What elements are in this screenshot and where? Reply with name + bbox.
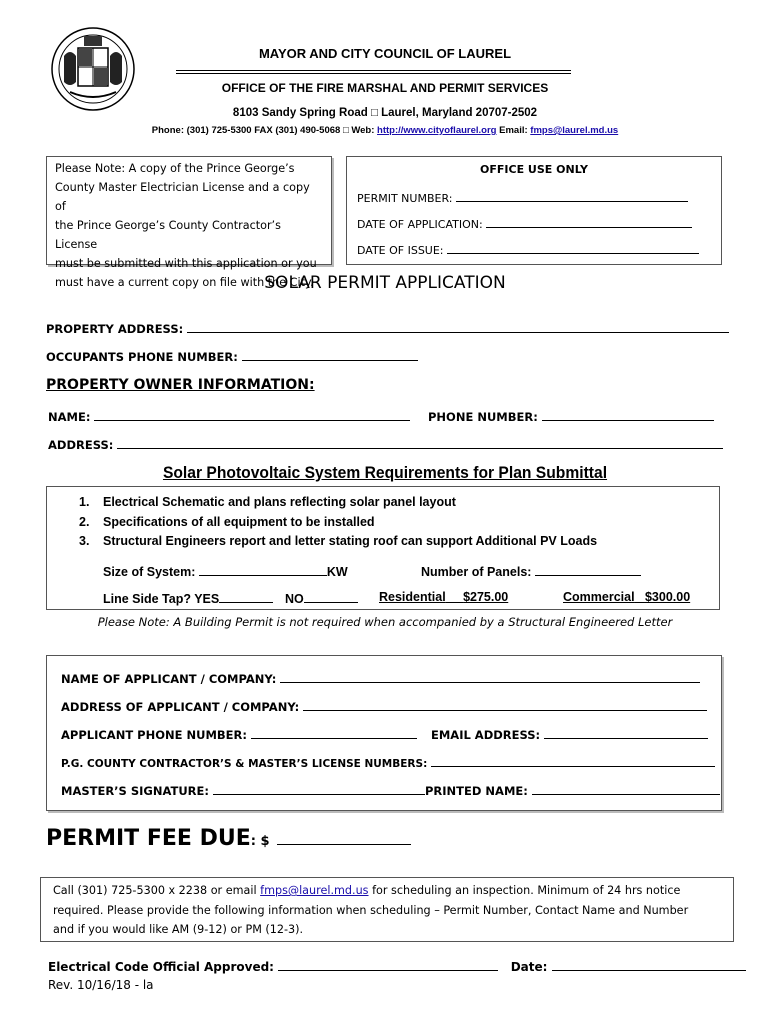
date-field[interactable]: [552, 958, 746, 971]
applicant-address-label: ADDRESS OF APPLICANT / COMPANY:: [61, 700, 300, 714]
owner-address-label: ADDRESS:: [48, 438, 114, 452]
date-issue-label: DATE OF ISSUE:: [357, 244, 444, 257]
system-size-row: [103, 563, 348, 579]
form-title: SOLAR PERMIT APPLICATION: [264, 273, 506, 293]
owner-address-row: [48, 436, 723, 452]
owner-name-row: [48, 408, 410, 424]
list-item-text: Structural Engineers report and letter stating roof can support Additional PV Loads: [103, 534, 598, 548]
panels-label: Number of Panels:: [421, 565, 532, 579]
applicant-phone-row: [61, 726, 417, 742]
permit-fee-field[interactable]: [277, 828, 411, 845]
property-address-label: PROPERTY ADDRESS:: [46, 322, 184, 336]
permit-number-row: [357, 189, 688, 205]
license-note-box: [46, 156, 332, 289]
city-council-title: MAYOR AND CITY COUNCIL OF LAUREL: [258, 46, 512, 61]
office-title: OFFICE OF THE FIRE MARSHAL AND PERMIT SERVICES: [221, 81, 549, 95]
approval-row: [48, 958, 746, 974]
call-line-1: [53, 881, 721, 901]
note-line: the Prince George’s County Contractor’s License: [55, 219, 281, 251]
inspection-call-box: [40, 877, 734, 942]
list-number: 1.: [79, 495, 90, 509]
residential-fee: $275.00: [463, 590, 509, 604]
system-size-field[interactable]: [199, 563, 327, 576]
applicant-name-field[interactable]: [280, 670, 700, 683]
commercial-label: Commercial: [563, 590, 635, 604]
line-side-yes-field[interactable]: [219, 590, 273, 603]
system-size-unit: KW: [326, 565, 348, 579]
revision-text: Rev. 10/16/18 - la: [48, 978, 154, 992]
panels-row: [421, 563, 641, 579]
line-side-no-label: NO: [285, 592, 304, 606]
requirements-list: [79, 493, 597, 552]
office-contact: [100, 125, 670, 136]
approved-label: Electrical Code Official Approved:: [48, 960, 274, 974]
office-use-box: [346, 156, 722, 265]
residential-label: Residential: [379, 590, 446, 604]
owner-section-heading: PROPERTY OWNER INFORMATION:: [46, 377, 315, 393]
inspection-email-link[interactable]: fmps@laurel.md.us: [260, 884, 369, 897]
list-item-text: Electrical Schematic and plans reflecting solar panel layout: [103, 495, 456, 509]
list-item: [79, 532, 597, 552]
occupants-phone-field[interactable]: [242, 348, 418, 361]
applicant-address-row: [61, 698, 707, 714]
owner-phone-row: [428, 408, 714, 424]
signature-field[interactable]: [213, 782, 425, 795]
applicant-phone-field[interactable]: [251, 726, 417, 739]
list-item: [79, 493, 597, 513]
header-rule-top: [176, 70, 571, 71]
line-side-no-field[interactable]: [304, 590, 358, 603]
applicant-name-row: [61, 670, 700, 686]
line-side-yes-label: Line Side Tap? YES: [103, 592, 220, 606]
call-line-3: and if you would like AM (9-12) or PM (12-3).: [53, 923, 304, 936]
permit-fee-row: [46, 826, 411, 851]
date-issue-field[interactable]: [447, 241, 699, 254]
contact-email-label: Email:: [496, 125, 531, 136]
requirements-title: Solar Photovoltaic System Requirements for Plan Submittal: [162, 463, 608, 482]
panels-field[interactable]: [535, 563, 641, 576]
property-address-field[interactable]: [187, 320, 729, 333]
email-link[interactable]: fmps@laurel.md.us: [530, 125, 619, 136]
line-side-no: [285, 590, 358, 606]
license-numbers-field[interactable]: [431, 754, 715, 767]
signature-row: [61, 782, 720, 798]
applicant-box: [46, 655, 722, 811]
date-application-label: DATE OF APPLICATION:: [357, 218, 483, 231]
office-use-title: OFFICE USE ONLY: [480, 163, 588, 176]
owner-name-field[interactable]: [94, 408, 410, 421]
requirements-box: [46, 486, 720, 610]
owner-phone-label: PHONE NUMBER:: [428, 410, 538, 424]
permit-fee-label: PERMIT FEE DUE: [46, 826, 251, 851]
approved-field[interactable]: [278, 958, 498, 971]
city-seal-logo: [50, 26, 136, 112]
applicant-address-field[interactable]: [303, 698, 707, 711]
commercial-fee: $300.00: [644, 590, 691, 604]
property-address-row: [46, 320, 729, 336]
web-link[interactable]: http://www.cityoflaurel.org: [377, 125, 497, 136]
note-line: must be submitted with this application or you: [55, 257, 317, 270]
applicant-email-label: EMAIL ADDRESS:: [431, 728, 541, 742]
list-item: [79, 513, 597, 533]
date-label: Date:: [510, 960, 548, 974]
license-numbers-row: [61, 754, 715, 770]
owner-address-field[interactable]: [117, 436, 723, 449]
date-issue-row: [357, 241, 699, 257]
list-number: 3.: [79, 534, 90, 548]
applicant-name-label: NAME OF APPLICANT / COMPANY:: [61, 672, 277, 686]
permit-number-field[interactable]: [456, 189, 688, 202]
call-line-2: required. Please provide the following information when scheduling – Permit Number, Contact Name and Number: [53, 903, 689, 917]
residential-fee-row: [379, 590, 508, 604]
permit-fee-suffix: : $: [250, 834, 270, 849]
applicant-phone-label: APPLICANT PHONE NUMBER:: [61, 728, 247, 742]
date-application-field[interactable]: [486, 215, 692, 228]
header-rule-bottom: [176, 73, 571, 74]
call-text-suffix: for scheduling an inspection. Minimum of 24 hrs notice: [368, 884, 681, 897]
date-application-row: [357, 215, 692, 231]
note-line: County Master Electrician License and a copy of: [55, 181, 310, 213]
owner-phone-field[interactable]: [542, 408, 714, 421]
printed-name-label: PRINTED NAME:: [424, 784, 528, 798]
list-item-text: Specifications of all equipment to be installed: [103, 514, 375, 529]
office-address: 8103 Sandy Spring Road □ Laurel, Maryland 20707-2502: [232, 107, 538, 119]
contact-phone-fax: Phone: (301) 725-5300 FAX (301) 490-5068 □ Web:: [151, 125, 378, 136]
owner-name-label: NAME:: [48, 410, 91, 424]
applicant-email-field[interactable]: [544, 726, 708, 739]
occupants-phone-row: [46, 348, 418, 364]
printed-name-field[interactable]: [532, 782, 720, 795]
line-side-row: [103, 590, 273, 606]
call-text-prefix: Call (301) 725-5300 x 2238 or email: [53, 884, 261, 897]
applicant-email-row: [431, 726, 708, 742]
system-size-label: Size of System:: [103, 565, 196, 579]
list-number: 2.: [79, 514, 90, 529]
building-permit-note: Please Note: A Building Permit is not required when accompanied by a Structural Engineered Letter: [97, 615, 673, 629]
permit-number-label: PERMIT NUMBER:: [357, 192, 453, 205]
signature-label: MASTER’S SIGNATURE:: [61, 784, 209, 798]
license-numbers-label: P.G. COUNTY CONTRACTOR’S & MASTER’S LICENSE NUMBERS:: [61, 758, 428, 770]
commercial-fee-row: [563, 590, 690, 604]
note-line: must have a current copy on file with the City.: [55, 276, 314, 289]
note-line: Please Note: A copy of the Prince George’s: [55, 162, 295, 175]
occupants-phone-label: OCCUPANTS PHONE NUMBER:: [46, 350, 238, 364]
